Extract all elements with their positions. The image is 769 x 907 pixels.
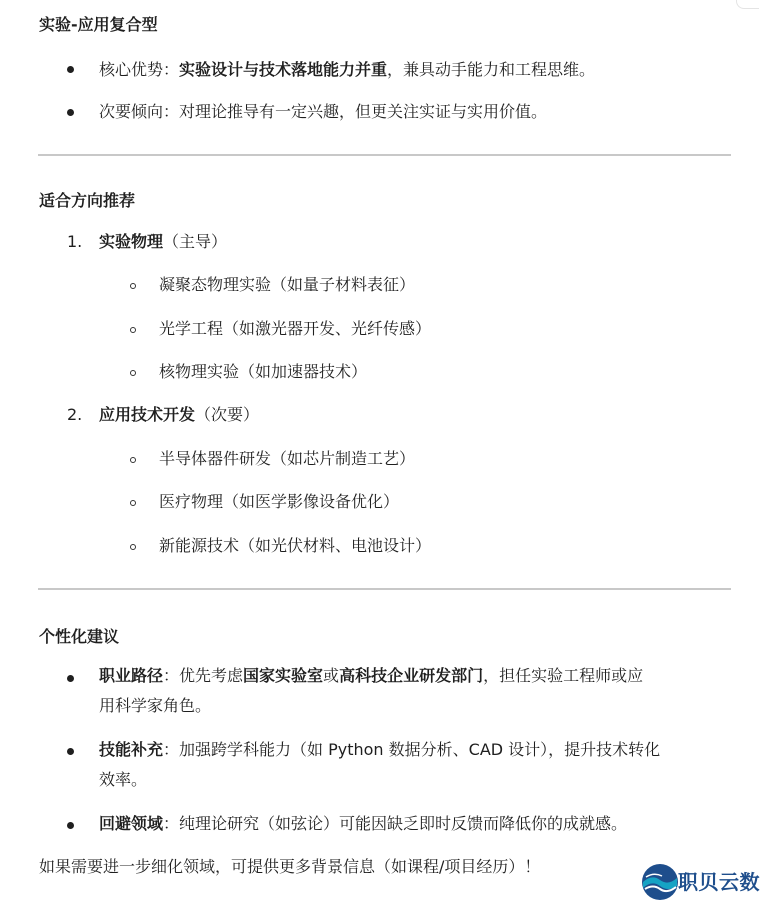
sub-bullet	[130, 283, 136, 289]
sub-item: 光学工程（如激光器开发、光纤传感）	[159, 319, 432, 338]
logo-text: 职贝云数	[678, 870, 760, 894]
divider	[38, 154, 731, 156]
suggestion-avoid: 回避领域：纯理论研究（如弦论）可能因缺乏即时反馈而降低你的成就感。	[99, 814, 628, 833]
bullet	[67, 109, 74, 116]
divider	[38, 588, 731, 590]
list-number: 1.	[67, 232, 83, 251]
sub-bullet	[130, 544, 136, 550]
section-heading-directions: 适合方向推荐	[39, 191, 136, 210]
sub-item: 新能源技术（如光伏材料、电池设计）	[159, 536, 432, 555]
list-item-core-advantage: 核心优势：实验设计与技术落地能力并重，兼具动手能力和工程思维。	[99, 60, 596, 79]
sub-bullet	[130, 457, 136, 463]
direction-item-experimental-physics: 实验物理（主导）	[99, 232, 228, 251]
section-heading-type: 实验-应用复合型	[39, 15, 158, 34]
direction-item-applied-tech: 应用技术开发（次要）	[99, 405, 260, 424]
window-corner	[736, 0, 759, 9]
sub-bullet	[130, 370, 136, 376]
sub-item: 医疗物理（如医学影像设备优化）	[159, 492, 400, 511]
suggestion-career-path: 职业路径：优先考虑国家实验室或高科技企业研发部门，担任实验工程师或应 用科学家角色。	[99, 666, 644, 715]
list-number: 2.	[67, 405, 83, 424]
section-heading-suggestions: 个性化建议	[39, 627, 120, 646]
sub-item: 核物理实验（如加速器技术）	[159, 362, 368, 381]
closing-text: 如果需要进一步细化领域，可提供更多背景信息（如课程/项目经历）！	[39, 857, 541, 876]
sub-bullet	[130, 500, 136, 506]
sub-item: 半导体器件研发（如芯片制造工艺）	[159, 449, 416, 468]
bullet	[67, 748, 74, 755]
sub-item: 凝聚态物理实验（如量子材料表征）	[159, 275, 416, 294]
bullet	[67, 66, 74, 73]
sub-bullet	[130, 327, 136, 333]
bullet	[67, 675, 74, 682]
suggestion-skills: 技能补充：加强跨学科能力（如 Python 数据分析、CAD 设计），提升技术转化 效率。	[99, 740, 661, 789]
list-item-secondary-tendency: 次要倾向：对理论推导有一定兴趣，但更关注实证与实用价值。	[99, 102, 548, 121]
bullet	[67, 822, 74, 829]
